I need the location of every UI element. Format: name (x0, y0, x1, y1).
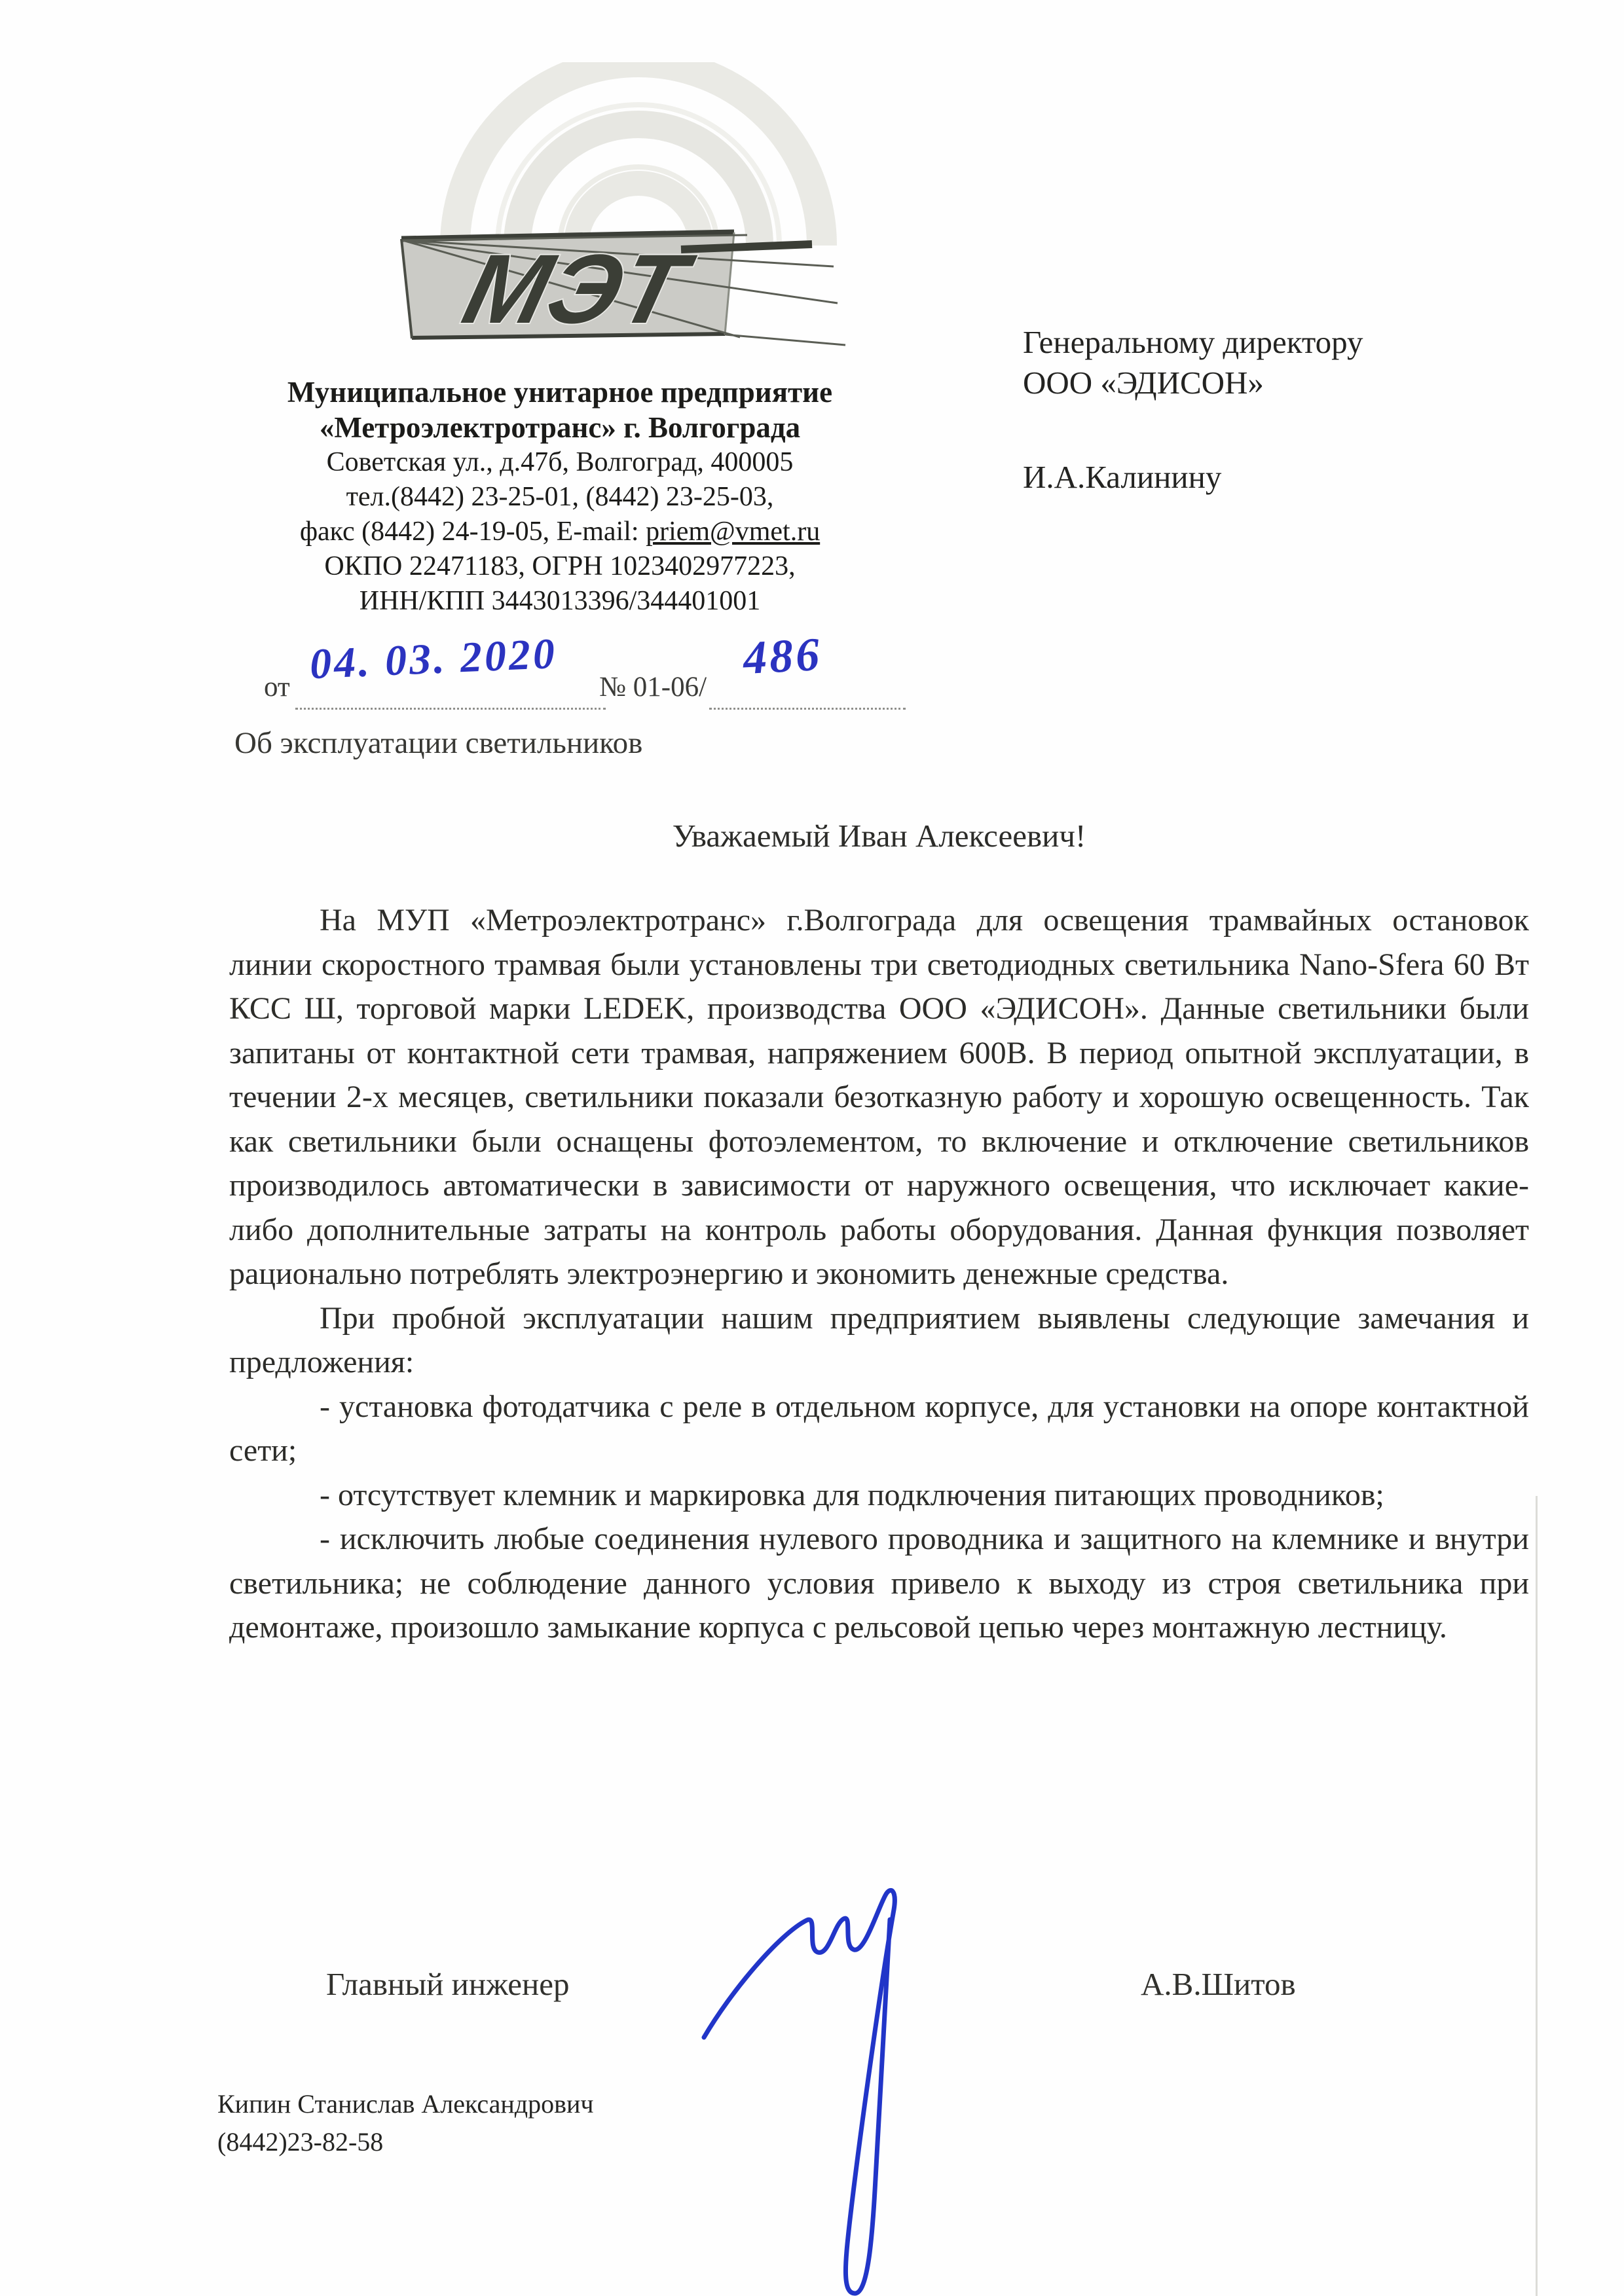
org-tax-ids: ИНН/КПП 3443013396/344401001 (359, 586, 761, 616)
signer-title: Главный инженер (326, 1966, 570, 2002)
list-item-2: - отсутствует клемник и маркировка для подключения питающих проводников; (320, 1477, 1384, 1512)
list-item-1: - установка фотодатчика с реле в отдельном корпусе, для установки на опоре контактной сети; (229, 1389, 1529, 1468)
scan-artifact-line (1536, 1496, 1538, 2296)
logo-band (401, 232, 845, 345)
reference-line (226, 627, 1012, 730)
body-paragraph-2: При пробной эксплуатации нашим предприятием выявлены следующие замечания и предложения: (229, 1300, 1529, 1379)
handwritten-number: 486 (741, 627, 823, 685)
date-underline (295, 708, 606, 710)
fax-label: факс (8442) 24-19-05, E-mail: (299, 517, 646, 547)
recipient-spacer (1023, 403, 1363, 457)
org-name-line2: «Метроэлектротранс» г. Волгограда (319, 411, 801, 444)
recipient-title: Генеральному директору (1023, 324, 1363, 360)
list-item-3: - исключить любые соединения нулевого проводника и защитного на клемнике и внутри светильника; не соблюдение данного условия привело к выходу из строя светильника при демонтаже, произошло замыкание корпуса с рельсовой цепью через монтажную лестницу. (229, 1522, 1529, 1645)
signer-name: А.В.Шитов (1141, 1966, 1296, 2002)
number-underline (709, 708, 906, 710)
subject-line: Об эксплуатации светильников (234, 726, 643, 760)
org-fax-email-line (190, 515, 930, 549)
org-name-line1: Муниципальное унитарное предприятие (287, 376, 833, 409)
recipient-block (1023, 322, 1363, 498)
org-phones: тел.(8442) 23-25-01, (8442) 23-25-03, (346, 482, 774, 512)
org-address: Советская ул., д.47б, Волгоград, 400005 (326, 447, 794, 477)
handwritten-signature (668, 1879, 943, 2296)
recipient-person: И.А.Калинину (1023, 459, 1222, 495)
logo-arc-waves-icon (455, 62, 822, 246)
handwritten-date: 04. 03. 2020 (308, 629, 559, 689)
contact-name: Кипин Станислав Александрович (217, 2089, 594, 2119)
body-paragraph-1: На МУП «Метроэлектротранс» г.Волгограда для освещения трамвайных остановок линии скоростного трамвая были установлены три светодиодных светильника Nano-Sfera 60 Вт КСС Ш, торговой марки LEDEK, производства ООО «ЭДИСОН». Данные светильники были запитаны от контактной сети трамвая, напряжением 600В. В период опытной эксплуатации, в течении 2-х месяцев, светильники показали безотказную работу и хорошую освещенность. Так как светильники были оснащены фотоэлементом, то включение и отключение светильников производилось автоматически в зависимости от наружного освещения, что исключает какие-либо дополнительные затраты на контроль работы оборудования. Данная функция позволяет рационально потреблять электроэнергию и экономить денежные средства. (229, 903, 1529, 1291)
contact-phone: (8442)23-82-58 (217, 2127, 384, 2157)
org-registration: ОКПО 22471183, ОГРН 1023402977223, (324, 551, 796, 581)
logo-text: МЭТ (453, 234, 697, 344)
salutation: Уважаемый Иван Алексеевич! (672, 818, 1086, 854)
recipient-company: ООО «ЭДИСОН» (1023, 365, 1264, 401)
org-email-link: priem@vmet.ru (646, 517, 821, 547)
doc-number-label: № 01-06/ (599, 672, 707, 702)
company-logo (383, 62, 907, 357)
executor-block (217, 2085, 594, 2161)
letter-body (229, 898, 1529, 1650)
letterhead (190, 374, 930, 619)
from-label: от (264, 672, 290, 702)
